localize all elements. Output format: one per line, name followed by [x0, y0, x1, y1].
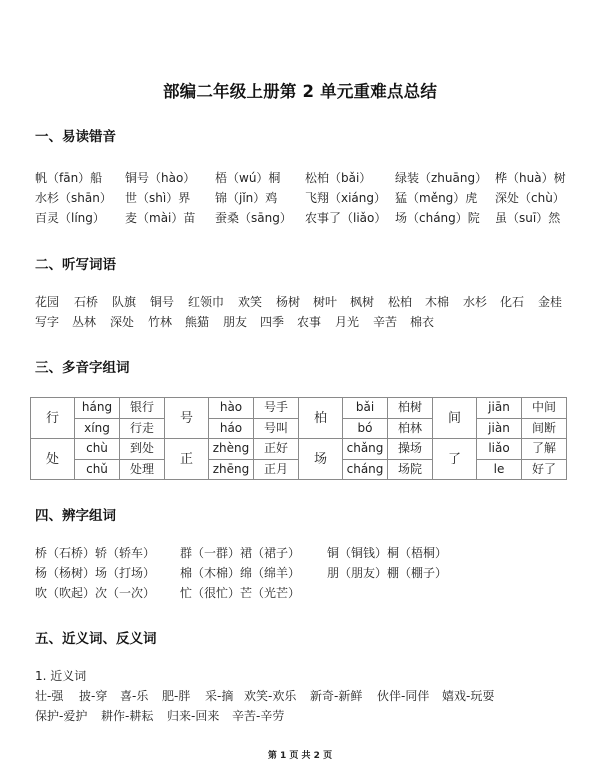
synonym-pair: 喜-乐 — [120, 689, 149, 703]
pinyin-cell: chǎng — [343, 439, 388, 460]
pronunciation-item: 农事了（liǎo） — [305, 211, 387, 225]
dictation-word: 水杉 — [463, 295, 488, 309]
dictation-word: 枫树 — [350, 295, 375, 309]
pronunciation-item: 铜号（hào） — [125, 171, 196, 185]
polyphonic-char: 行 — [31, 398, 75, 439]
word-cell: 场院 — [388, 459, 433, 480]
dictation-word: 四季 — [260, 315, 285, 329]
section-heading-dictation: 二、听写词语 — [35, 257, 116, 273]
word-cell: 行走 — [120, 418, 165, 439]
dictation-word: 月光 — [335, 315, 360, 329]
synonym-pair: 采-摘 — [205, 689, 234, 703]
word-cell: 正好 — [254, 439, 299, 460]
pronunciation-item: 世（shì）界 — [125, 191, 191, 205]
pronunciation-item: 松柏（bǎi） — [305, 171, 372, 185]
pronunciation-item: 场（cháng）院 — [395, 211, 480, 225]
distinguish-item: 杨（杨树）场（打场） — [35, 566, 156, 580]
pinyin-cell: le — [477, 459, 522, 480]
polyphonic-char: 了 — [433, 439, 477, 480]
synonym-pair: 保护-爱护 — [35, 709, 88, 723]
synonym-pair: 肥-胖 — [162, 689, 191, 703]
dictation-word: 树叶 — [313, 295, 338, 309]
polyphonic-char: 场 — [299, 439, 343, 480]
section-heading-polyphonic: 三、多音字组词 — [35, 360, 130, 376]
dictation-word: 铜号 — [150, 295, 175, 309]
pronunciation-item: 桦（huà）树 — [495, 171, 566, 185]
pinyin-cell: liǎo — [477, 439, 522, 460]
word-cell: 了解 — [522, 439, 567, 460]
polyphonic-table — [30, 397, 567, 480]
pinyin-cell: háo — [209, 418, 254, 439]
pinyin-cell: zhèng — [209, 439, 254, 460]
dictation-word: 辛苦 — [373, 315, 398, 329]
synonym-pair: 嬉戏-玩耍 — [442, 689, 495, 703]
section-heading-pronunciation: 一、易读错音 — [35, 129, 116, 145]
page-footer: 第 1 页 共 2 页 — [267, 751, 333, 761]
pronunciation-item: 绿装（zhuāng） — [395, 171, 488, 185]
subheading-synonyms: 1. 近义词 — [35, 669, 87, 683]
word-cell: 银行 — [120, 398, 165, 419]
pronunciation-item: 水杉（shān） — [35, 191, 112, 205]
page-title: 部编二年级上册第 2 单元重难点总结 — [162, 82, 438, 101]
polyphonic-char: 正 — [165, 439, 209, 480]
distinguish-item: 吹（吹起）次（一次） — [35, 586, 156, 600]
pronunciation-item: 虽（suī）然 — [495, 211, 561, 225]
pronunciation-item: 锦（jǐn）鸡 — [215, 191, 278, 205]
dictation-word: 欢笑 — [238, 295, 263, 309]
dictation-word: 丛林 — [72, 315, 97, 329]
word-cell: 操场 — [388, 439, 433, 460]
dictation-word: 朋友 — [223, 315, 248, 329]
pronunciation-item: 深处（chù） — [495, 191, 565, 205]
word-cell: 号手 — [254, 398, 299, 419]
dictation-word: 金桂 — [538, 295, 563, 309]
word-cell: 中间 — [522, 398, 567, 419]
polyphonic-char: 柏 — [299, 398, 343, 439]
dictation-word: 棉衣 — [410, 315, 435, 329]
pronunciation-item: 蚕桑（sāng） — [215, 211, 292, 225]
word-cell: 柏树 — [388, 398, 433, 419]
pronunciation-item: 飞翔（xiáng） — [305, 191, 387, 205]
pinyin-cell: cháng — [343, 459, 388, 480]
pinyin-cell: háng — [75, 398, 120, 419]
word-cell: 正月 — [254, 459, 299, 480]
dictation-word: 农事 — [297, 315, 322, 329]
distinguish-item: 棉（木棉）绵（绵羊） — [180, 566, 301, 580]
polyphonic-char: 号 — [165, 398, 209, 439]
polyphonic-char: 间 — [433, 398, 477, 439]
pronunciation-item: 梧（wú）桐 — [215, 171, 281, 185]
section-heading-distinguish: 四、辨字组词 — [35, 508, 116, 524]
dictation-word: 石桥 — [74, 295, 99, 309]
word-cell: 好了 — [522, 459, 567, 480]
pinyin-cell: chǔ — [75, 459, 120, 480]
distinguish-item: 桥（石桥）轿（轿车） — [35, 546, 156, 560]
dictation-word: 红领巾 — [188, 295, 225, 309]
dictation-word: 松柏 — [388, 295, 413, 309]
pinyin-cell: zhēng — [209, 459, 254, 480]
dictation-word: 熊猫 — [185, 315, 210, 329]
dictation-word: 杨树 — [276, 295, 301, 309]
dictation-word: 深处 — [110, 315, 135, 329]
synonym-pair: 披-穿 — [79, 689, 108, 703]
distinguish-item: 铜（铜钱）桐（梧桐） — [327, 546, 448, 560]
pinyin-cell: bǎi — [343, 398, 388, 419]
pronunciation-item: 猛（měng）虎 — [395, 191, 478, 205]
pinyin-cell: jiān — [477, 398, 522, 419]
pronunciation-item: 百灵（líng） — [35, 211, 105, 225]
pinyin-cell: bó — [343, 418, 388, 439]
distinguish-item: 群（一群）裙（裙子） — [180, 546, 301, 560]
dictation-word: 写字 — [35, 315, 60, 329]
pinyin-cell: chù — [75, 439, 120, 460]
word-cell: 柏林 — [388, 418, 433, 439]
word-cell: 间断 — [522, 418, 567, 439]
dictation-word: 队旗 — [112, 295, 137, 309]
pronunciation-item: 麦（mài）苗 — [125, 211, 196, 225]
dictation-word: 花园 — [35, 295, 60, 309]
word-cell: 处理 — [120, 459, 165, 480]
synonym-pair: 新奇-新鲜 — [310, 689, 363, 703]
synonym-pair: 欢笑-欢乐 — [244, 689, 297, 703]
dictation-word: 木棉 — [425, 295, 450, 309]
distinguish-item: 朋（朋友）棚（棚子） — [327, 566, 448, 580]
polyphonic-char: 处 — [31, 439, 75, 480]
distinguish-item: 忙（很忙）芒（光芒） — [180, 586, 301, 600]
pinyin-cell: hào — [209, 398, 254, 419]
dictation-word: 化石 — [500, 295, 525, 309]
synonym-pair: 辛苦-辛劳 — [232, 709, 285, 723]
section-heading-synonyms-antonyms: 五、近义词、反义词 — [35, 631, 157, 647]
word-cell: 号叫 — [254, 418, 299, 439]
synonym-pair: 耕作-耕耘 — [101, 709, 154, 723]
pinyin-cell: jiàn — [477, 418, 522, 439]
synonym-pair: 壮-强 — [35, 689, 64, 703]
synonym-pair: 伙伴-同伴 — [377, 689, 430, 703]
word-cell: 到处 — [120, 439, 165, 460]
dictation-word: 竹林 — [148, 315, 173, 329]
synonym-pair: 归来-回来 — [167, 709, 220, 723]
pinyin-cell: xíng — [75, 418, 120, 439]
pronunciation-item: 帆（fān）船 — [35, 171, 103, 185]
